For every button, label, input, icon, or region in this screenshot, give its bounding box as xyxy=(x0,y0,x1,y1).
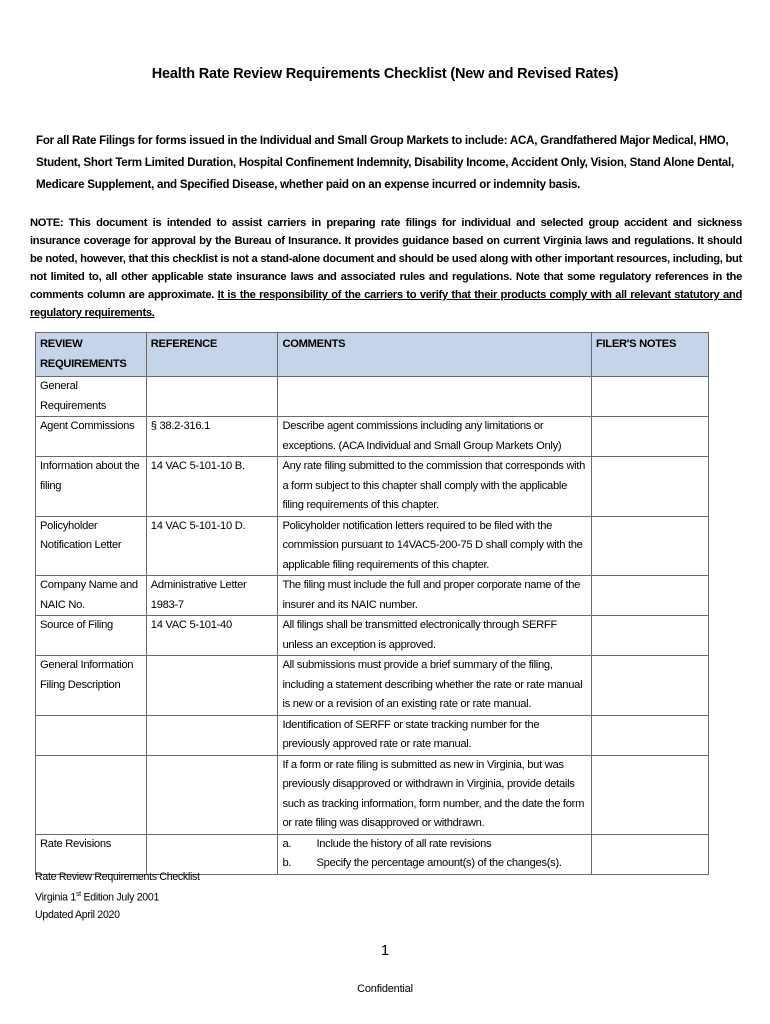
list-letter: b. xyxy=(282,857,292,869)
cell-requirement: Rate Revisions xyxy=(36,834,147,874)
footer-line-title: Rate Review Requirements Checklist xyxy=(35,871,200,883)
document-title: Health Rate Review Requirements Checklist (New and Revised Rates) xyxy=(151,66,619,82)
edition-prefix: Virginia 1 xyxy=(35,891,76,904)
cell-filers-notes[interactable] xyxy=(591,616,708,656)
cell-reference xyxy=(146,715,278,755)
table-row-rate-revisions xyxy=(36,834,709,874)
footer-edition-info xyxy=(35,869,200,924)
cell-filers-notes[interactable] xyxy=(591,715,708,755)
note-underlined-text: It is the responsibility of the carriers to verify that their products comply with all relevant statutory and regulatory requirements. xyxy=(30,289,742,319)
cell-requirement xyxy=(36,755,147,834)
cell-filers-notes[interactable] xyxy=(591,417,708,457)
footer-line-edition xyxy=(35,886,200,907)
header-filers-notes: FILER'S NOTES xyxy=(591,333,708,377)
cell-filers-notes[interactable] xyxy=(591,656,708,716)
cell-reference: Administrative Letter 1983-7 xyxy=(146,576,278,616)
cell-reference: 14 VAC 5-101-10 B. xyxy=(146,457,278,517)
cell-comment: Any rate filing submitted to the commission that corresponds with a form subject to this chapter shall comply with the applicable filing requirements of this chapter. xyxy=(278,457,592,517)
table-header-row xyxy=(36,333,709,377)
header-reference: REFERENCE xyxy=(146,333,278,377)
cell-comment: If a form or rate filing is submitted as new in Virginia, but was previously disapproved or withdrawn in Virginia, provide details such as tracking information, form number, and the date the form or rate filing was disapproved or withdrawn. xyxy=(278,755,592,834)
list-item xyxy=(282,835,587,855)
cell-requirement: Information about the filing xyxy=(36,457,147,517)
header-comments: COMMENTS xyxy=(278,333,592,377)
table-row xyxy=(36,377,709,417)
header-review-requirements: REVIEW REQUIREMENTS xyxy=(36,333,147,377)
cell-reference xyxy=(146,755,278,834)
cell-reference xyxy=(146,656,278,716)
cell-filers-notes[interactable] xyxy=(591,755,708,834)
confidential-label: Confidential xyxy=(357,983,413,995)
cell-reference xyxy=(146,377,278,417)
footer-line-updated: Updated April 2020 xyxy=(35,908,120,921)
cell-requirement: General Information Filing Description xyxy=(36,656,147,716)
cell-comment: All filings shall be transmitted electronically through SERFF unless an exception is approved. xyxy=(278,616,592,656)
cell-filers-notes[interactable] xyxy=(591,377,708,417)
cell-requirement: Company Name and NAIC No. xyxy=(36,576,147,616)
table-row xyxy=(36,755,709,834)
cell-reference: 14 VAC 5-101-40 xyxy=(146,616,278,656)
cell-comment xyxy=(278,377,592,417)
note-text: NOTE: This document is intended to assist carriers in preparing rate filings for individual and selected group accident and sickness insurance coverage for approval by the Bureau of Insurance. It provides guidance based on current Virginia laws and regulations. It should be noted, however, that this checklist is not a stand-alone document and should be used along with other important resources, including, but not limited to, all other applicable state insurance laws and associated rules and regulations. Note that some regulatory references in the comments column are approximate. xyxy=(30,217,742,301)
cell-comment: The filing must include the full and proper corporate name of the insurer and its NAIC number. xyxy=(278,576,592,616)
cell-requirement: Agent Commissions xyxy=(36,417,147,457)
cell-reference: 14 VAC 5-101-10 D. xyxy=(146,516,278,576)
table-row xyxy=(36,417,709,457)
cell-requirement: Source of Filing xyxy=(36,616,147,656)
scope-paragraph: For all Rate Filings for forms issued in the Individual and Small Group Markets to include: ACA, Grandfathered Major Medical, HMO, Student, Short Term Limited Duration, Hospital Confinement Indemnity, Disability Income, Accident Only, Vision, Stand Alone Dental, Medicare Supplement, and Specified Disease, whether paid on an expense incurred or indemnity basis. xyxy=(36,134,734,191)
edition-suffix: Edition July 2001 xyxy=(80,891,160,904)
cell-requirement xyxy=(36,715,147,755)
cell-reference xyxy=(146,834,278,874)
cell-comment: Describe agent commissions including any limitations or exceptions. (ACA Individual and Small Group Markets Only) xyxy=(278,417,592,457)
cell-comment xyxy=(278,834,592,874)
cell-requirement: General Requirements xyxy=(36,377,147,417)
page-number: 1 xyxy=(380,942,390,959)
list-item xyxy=(282,854,587,874)
list-letter: a. xyxy=(282,837,292,850)
list-text: Specify the percentage amount(s) of the changes(s). xyxy=(316,857,562,869)
table-row xyxy=(36,656,709,716)
list-text: Include the history of all rate revisions xyxy=(316,837,492,850)
table-row xyxy=(36,516,709,576)
table-row xyxy=(36,715,709,755)
table-row xyxy=(36,457,709,517)
table-row xyxy=(36,616,709,656)
requirements-table xyxy=(35,332,709,875)
cell-comment: All submissions must provide a brief summary of the filing, including a statement describing whether the rate or rate manual is new or a revision of an existing rate or rate manual. xyxy=(278,656,592,716)
cell-comment: Policyholder notification letters required to be filed with the commission pursuant to 14VAC5-200-75 D shall comply with the applicable filing requirements of this chapter. xyxy=(278,516,592,576)
cell-filers-notes[interactable] xyxy=(591,457,708,517)
edition-ordinal: st xyxy=(75,891,81,898)
cell-requirement: Policyholder Notification Letter xyxy=(36,516,147,576)
table-row xyxy=(36,576,709,616)
cell-comment: Identification of SERFF or state tracking number for the previously approved rate or rate manual. xyxy=(278,715,592,755)
cell-reference: § 38.2-316.1 xyxy=(146,417,278,457)
cell-filers-notes[interactable] xyxy=(591,516,708,576)
cell-filers-notes[interactable] xyxy=(591,834,708,874)
cell-filers-notes[interactable] xyxy=(591,576,708,616)
note-paragraph xyxy=(30,214,742,322)
